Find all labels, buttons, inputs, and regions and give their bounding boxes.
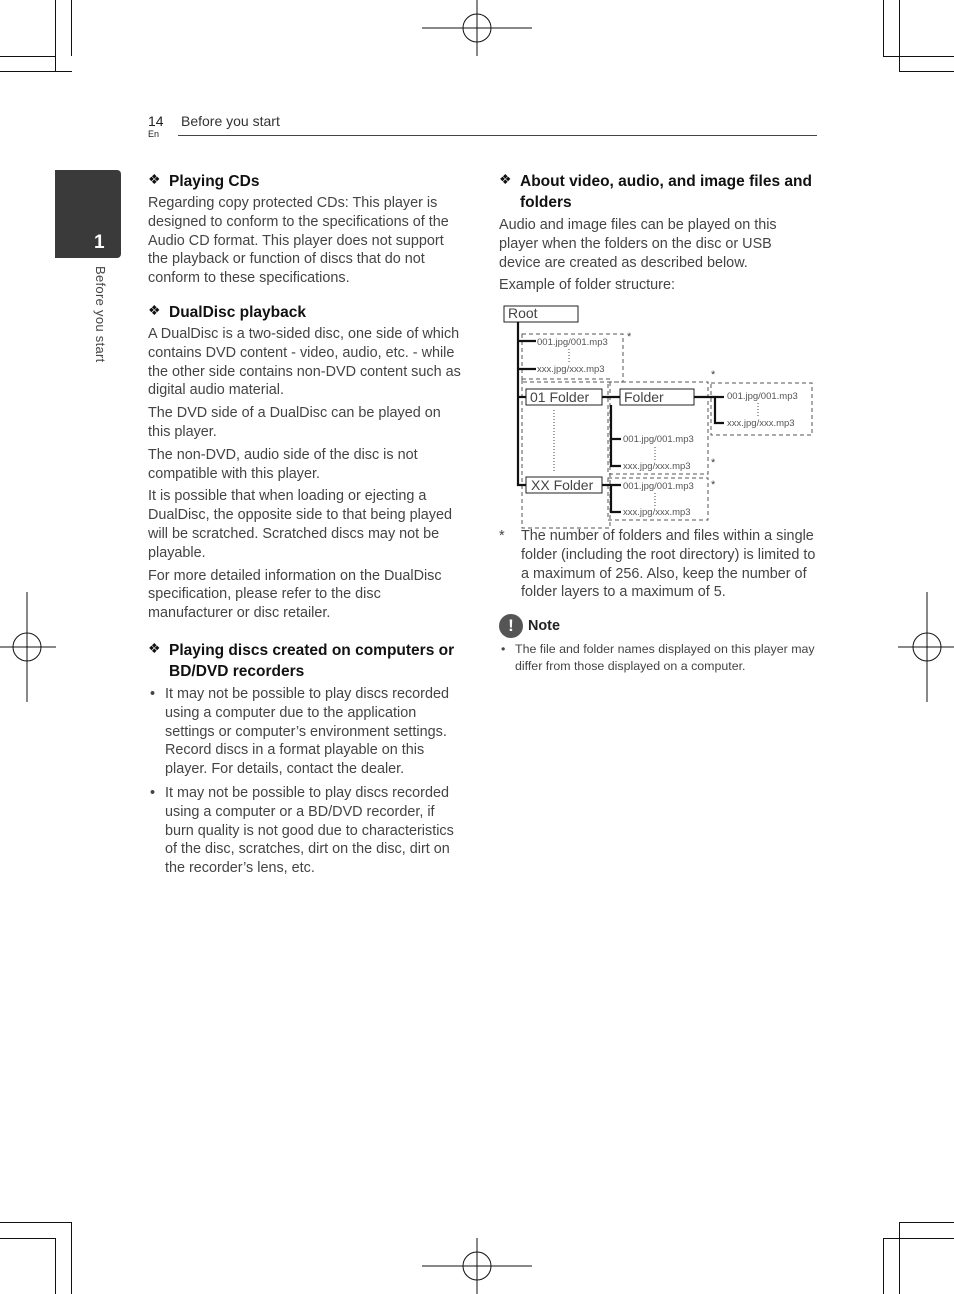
file-label: xxx.jpg/xxx.mp3 xyxy=(623,507,691,518)
dualdisc-paragraph: It is possible that when loading or ejecting a DualDisc, the opposite side to that being played will be scratched. Scratched discs may not be playable. xyxy=(148,488,452,561)
files-folders-body: Audio and image files can be played on this player when the folders on the disc or USB device are created as described below. xyxy=(499,217,777,271)
page-number: 14 xyxy=(148,113,164,129)
folder-xx-label: XX Folder xyxy=(531,477,594,493)
chapter-number: 1 xyxy=(94,232,105,253)
diamond-bullet-icon: ❖ xyxy=(148,302,161,318)
dualdisc-paragraph: For more detailed information on the DualDisc specification, please refer to the disc manufacturer or disc retailer. xyxy=(148,567,442,622)
asterisk-marker: * xyxy=(711,457,716,469)
file-label: 001.jpg/001.mp3 xyxy=(537,337,608,348)
file-label: 001.jpg/001.mp3 xyxy=(727,391,798,402)
playing-cds-heading: Playing CDs xyxy=(169,173,260,190)
asterisk-marker: * xyxy=(711,369,716,381)
dualdisc-paragraph: The non-DVD, audio side of the disc is not compatible with this player. xyxy=(148,446,418,482)
diamond-bullet-icon: ❖ xyxy=(148,640,161,656)
files-folders-heading: About video, audio, and image files and folders xyxy=(520,173,812,211)
root-label: Root xyxy=(508,305,538,321)
diamond-bullet-icon: ❖ xyxy=(148,171,161,187)
file-label: 001.jpg/001.mp3 xyxy=(623,481,694,492)
exclamation-icon: ! xyxy=(499,614,523,638)
asterisk-marker: * xyxy=(711,479,716,491)
chapter-side-label-text: Before you start xyxy=(93,266,108,363)
footnote-text: The number of folders and files within a single folder (including the root directory) is limited to a maximum of 256. Also, keep the number of folder layers to a maximum of 5. xyxy=(521,528,816,601)
file-label: xxx.jpg/xxx.mp3 xyxy=(727,418,795,429)
folder-example-label: Example of folder structure: xyxy=(499,277,675,294)
list-item: • It may not be possible to play discs recorded using a computer or a BD/DVD recorder, if burn quality is not good due to characteristics of the disc, scratches, dirt on the disc, dirt on the recorder’s lens, etc. xyxy=(148,784,466,878)
language-code: En xyxy=(148,129,160,139)
playing-cds-body: Regarding copy protected CDs: This player is designed to conform to the specifications of the Audio CD format. This player does not support the playback or function of discs that do not conform to these specifications. xyxy=(148,195,449,287)
file-label: xxx.jpg/xxx.mp3 xyxy=(623,461,691,472)
list-item: • It may not be possible to play discs recorded using a computer due to the application settings or computer’s environment settings. Record discs in a format playable on this player. For details, contact the dealer. xyxy=(148,685,466,779)
file-label: 001.jpg/001.mp3 xyxy=(623,434,694,445)
note-block xyxy=(499,614,817,679)
file-label: xxx.jpg/xxx.mp3 xyxy=(537,364,605,375)
diamond-bullet-icon: ❖ xyxy=(499,171,512,187)
asterisk-marker: * xyxy=(627,331,632,343)
dualdisc-paragraph: The DVD side of a DualDisc can be played on this player. xyxy=(148,405,441,440)
dualdisc-heading: DualDisc playback xyxy=(169,304,306,321)
note-label: Note xyxy=(528,618,560,634)
header-section-title: Before you start xyxy=(181,113,280,129)
list-item: • The file and folder names displayed on this player may differ from those displayed on a computer. xyxy=(499,641,817,674)
folder-label: Folder xyxy=(624,389,664,405)
computer-discs-heading: Playing discs created on computers or BD/DVD recorders xyxy=(169,642,455,680)
dualdisc-paragraph: A DualDisc is a two-sided disc, one side of which contains DVD content - video, audio, etc. - while the other side contains non-DVD content such as digital audio material. xyxy=(148,326,461,399)
folder-01-label: 01 Folder xyxy=(530,389,590,405)
folder-limit-footnote xyxy=(499,527,817,602)
footnote-asterisk: * xyxy=(499,528,505,544)
